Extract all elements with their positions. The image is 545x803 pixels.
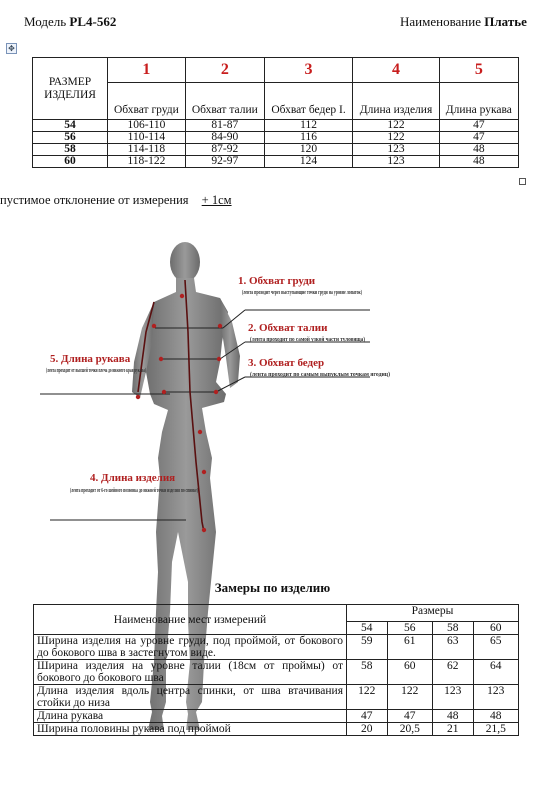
name-label: Наименование (400, 14, 481, 29)
label-hips (248, 357, 390, 378)
value-cell: 61 (387, 635, 432, 660)
value-cell: 47 (439, 132, 518, 144)
value-cell: 123 (473, 685, 518, 710)
value-cell: 87-92 (185, 144, 264, 156)
value-cell: 47 (347, 710, 388, 723)
row-label: Ширина изделия на уровне талии (18см от проймы) от бокового до бокового шва (34, 660, 347, 685)
value-cell: 48 (432, 710, 473, 723)
value-cell: 20 (347, 723, 388, 736)
value-cell: 92-97 (185, 156, 264, 168)
value-cell: 60 (387, 660, 432, 685)
value-cell: 59 (347, 635, 388, 660)
value-cell: 120 (264, 144, 352, 156)
model-value: PL4-562 (69, 14, 117, 29)
label-chest-title: 1. Обхват груди (238, 275, 316, 287)
value-cell: 122 (353, 120, 439, 132)
table-row (34, 660, 519, 685)
value-cell: 116 (264, 132, 352, 144)
measure-table (33, 604, 519, 736)
value-cell: 64 (473, 660, 518, 685)
table-row (33, 144, 519, 156)
sizes-header: Размеры (347, 605, 519, 622)
size-header: РАЗМЕР ИЗДЕЛИЯ (33, 58, 108, 120)
table-resize-handle[interactable] (519, 178, 526, 185)
value-cell: 118-122 (108, 156, 186, 168)
name-value: Платье (484, 14, 527, 29)
label-sleeve-title: 5. Длина рукава (50, 353, 131, 365)
label-chest (238, 275, 362, 296)
size-col-header: 54 (347, 622, 388, 635)
value-cell: 58 (347, 660, 388, 685)
place-header: Наименование мест измерений (34, 605, 347, 635)
value-cell: 21 (432, 723, 473, 736)
value-cell: 47 (439, 120, 518, 132)
table-row (34, 685, 519, 710)
size-table (32, 57, 519, 168)
value-cell: 84-90 (185, 132, 264, 144)
value-cell: 122 (347, 685, 388, 710)
table-row (33, 120, 519, 132)
size-col-header: 60 (473, 622, 518, 635)
tolerance-text: пустимое отклонение от измерения (0, 193, 189, 207)
label-hips-title: 3. Обхват бедер (248, 357, 325, 369)
tolerance-line (0, 193, 232, 208)
size-cell: 56 (33, 132, 108, 144)
value-cell: 65 (473, 635, 518, 660)
size-cell: 58 (33, 144, 108, 156)
label-waist-title: 2. Обхват талии (248, 322, 328, 334)
table-row (33, 156, 519, 168)
row-label: Ширина изделия на уровне груди, под проймой, от бокового до бокового шва в застегнутом виде. (34, 635, 347, 660)
column-header: Обхват талии (185, 83, 264, 120)
value-cell: 21,5 (473, 723, 518, 736)
column-number: 4 (353, 58, 439, 83)
value-cell: 63 (432, 635, 473, 660)
value-cell: 123 (432, 685, 473, 710)
value-cell: 47 (387, 710, 432, 723)
label-length-note: (лента проходит от 6-го шейного позвонка до нижней точки изделия по спинке) (70, 487, 198, 494)
column-number: 3 (264, 58, 352, 83)
value-cell: 48 (473, 710, 518, 723)
size-cell: 60 (33, 156, 108, 168)
value-cell: 48 (439, 144, 518, 156)
name-line (400, 14, 527, 30)
column-number: 1 (108, 58, 186, 83)
column-header: Обхват груди (108, 83, 186, 120)
size-col-header: 56 (387, 622, 432, 635)
value-cell: 122 (387, 685, 432, 710)
value-cell: 123 (353, 156, 439, 168)
table-row (34, 635, 519, 660)
label-waist-note: (лента проходит по самой узкой части туловища) (250, 336, 365, 343)
measure-table-title: Замеры по изделию (214, 580, 331, 595)
row-label: Длина рукава (34, 710, 347, 723)
value-cell: 114-118 (108, 144, 186, 156)
label-hips-note: (лента проходит по самым выпуклым точкам ягодиц) (250, 371, 390, 378)
value-cell: 124 (264, 156, 352, 168)
column-number: 5 (439, 58, 518, 83)
row-label: Длина изделия вдоль центра спинки, от шва втачивания стойки до низа (34, 685, 347, 710)
table-row (33, 132, 519, 144)
value-cell: 110-114 (108, 132, 186, 144)
label-chest-note: (лента проходит через выступающие точки груди на уровне лопаток) (242, 289, 362, 296)
model-line (24, 14, 116, 30)
table-row (34, 710, 519, 723)
label-sleeve-note: (лента проходит от высшей точки плеча до нижнего края рукава) (46, 367, 146, 374)
label-waist (248, 322, 365, 343)
tolerance-value: + 1см (201, 193, 232, 207)
table-row (34, 723, 519, 736)
column-header: Длина рукава (439, 83, 518, 120)
size-cell: 54 (33, 120, 108, 132)
label-length-title: 4. Длина изделия (90, 472, 176, 484)
value-cell: 112 (264, 120, 352, 132)
column-number: 2 (185, 58, 264, 83)
value-cell: 123 (353, 144, 439, 156)
value-cell: 122 (353, 132, 439, 144)
table-move-icon[interactable]: ✥ (6, 43, 17, 54)
label-sleeve (46, 353, 146, 374)
value-cell: 20,5 (387, 723, 432, 736)
column-header: Длина изделия (353, 83, 439, 120)
value-cell: 81-87 (185, 120, 264, 132)
size-col-header: 58 (432, 622, 473, 635)
value-cell: 48 (439, 156, 518, 168)
row-label: Ширина половины рукава под проймой (34, 723, 347, 736)
value-cell: 62 (432, 660, 473, 685)
column-header: Обхват бедер I. (264, 83, 352, 120)
value-cell: 106-110 (108, 120, 186, 132)
model-label: Модель (24, 14, 67, 29)
